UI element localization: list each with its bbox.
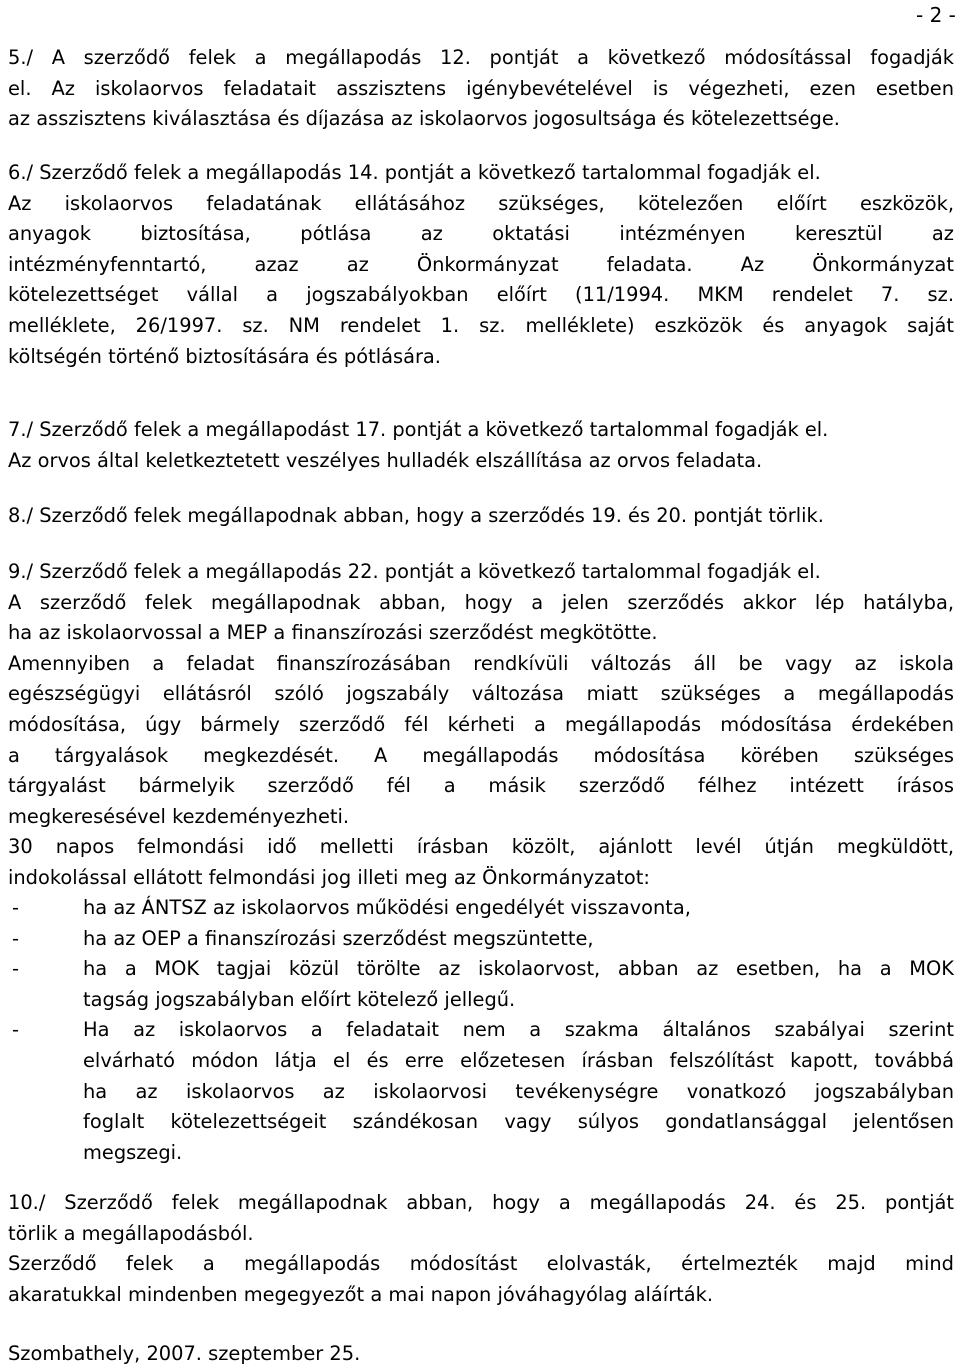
list-item (8, 954, 954, 1015)
section-10-line: 10./ Szerződő felek megállapodnak abban, hogy a megállapodás 24. és 25. pontját (8, 1191, 954, 1214)
section-6 (8, 158, 954, 372)
section-6-line: 6./ Szerződő felek a megállapodás 14. pontját a következő tartalommal fogadják el. (8, 161, 821, 184)
bullet-dash: - (12, 926, 19, 950)
section-9-line: Amennyiben a feladat finanszírozásában rendkívüli változás áll be vagy az iskola (8, 651, 954, 675)
section-5-line: 5./ A szerződő felek a megállapodás 12. pontját a következő módosítással fogadják (8, 46, 954, 69)
section-9-line: ha az iskolaorvossal a MEP a finanszírozási szerződést megkötötte. (8, 621, 658, 645)
list-item (8, 924, 954, 955)
bullet-dash: - (12, 896, 19, 919)
bullet-list (8, 893, 954, 1168)
section-10-line: Szerződő felek a megállapodás módosítást elolvasták, értelmezték majd mind (8, 1252, 954, 1276)
section-7 (8, 415, 954, 476)
list-item-text: Ha az iskolaorvos a feladatait nem a szakma általános szabályai szerint (83, 1018, 954, 1042)
section-9 (8, 557, 954, 894)
page-number: - 2 - (916, 3, 956, 27)
section-9-line: megkeresésével kezdeményezheti. (8, 804, 350, 828)
section-8-line: 8./ Szerződő felek megállapodnak abban, hogy a szerződés 19. és 20. pontját törlik. (8, 504, 824, 527)
list-item (8, 1015, 954, 1168)
section-7-line: Az orvos által keletkeztetett veszélyes hulladék elszállítása az orvos feladata. (8, 448, 763, 472)
bullet-dash: - (12, 1018, 19, 1042)
section-5 (8, 43, 954, 135)
section-6-line: Az iskolaorvos feladatának ellátásához szükséges, kötelezően előírt eszközök, (8, 191, 954, 215)
place-date (8, 1339, 954, 1370)
list-item-text: ha az ÁNTSZ az iskolaorvos működési engedélyét visszavonta, (83, 896, 691, 919)
list-item-text: foglalt kötelezettségeit szándékosan vagy súlyos gondatlansággal jelentősen (83, 1110, 954, 1134)
section-10 (8, 1188, 954, 1310)
section-6-line: költségén történő biztosítására és pótlására. (8, 344, 441, 368)
section-9-line: tárgyalást bármelyik szerződő fél a másik szerződő félhez intézett írásos (8, 774, 954, 798)
section-6-line: melléklete, 26/1997. sz. NM rendelet 1. sz. melléklete) eszközök és anyagok saját (8, 313, 954, 337)
list-item (8, 893, 954, 924)
section-6-line: intézményfenntartó, azaz az Önkormányzat feladata. Az Önkormányzat (8, 252, 954, 276)
section-6-line: kötelezettséget vállal a jogszabályokban előírt (11/1994. MKM rendelet 7. sz. (8, 283, 954, 307)
section-9-line: indokolással ellátott felmondási jog illeti meg az Önkormányzatot: (8, 865, 650, 889)
section-6-line: anyagok biztosítása, pótlása az oktatási intézményen keresztül az (8, 222, 954, 246)
section-9-line: 9./ Szerződő felek a megállapodás 22. pontját a következő tartalommal fogadják el. (8, 560, 821, 583)
section-9-line: a tárgyalások megkezdését. A megállapodás módosítása körében szükséges (8, 743, 954, 767)
list-item-text: ha a MOK tagjai közül törölte az iskolaorvost, abban az esetben, ha a MOK (83, 957, 954, 981)
list-item-text: ha az OEP a finanszírozási szerződést megszüntette, (83, 926, 594, 950)
place-date-text: Szombathely, 2007. szeptember 25. (8, 1342, 361, 1365)
section-10-line: akaratukkal mindenben megegyezőt a mai napon jóváhagyólag aláírták. (8, 1282, 714, 1306)
section-5-line: az asszisztens kiválasztása és díjazása az iskolaorvos jogosultsága és kötelezettsége. (8, 107, 840, 131)
section-9-line: 30 napos felmondási idő melletti írásban közölt, ajánlott levél útján megküldött, (8, 835, 954, 859)
section-7-line: 7./ Szerződő felek a megállapodást 17. pontját a következő tartalommal fogadják el. (8, 418, 829, 441)
section-10-line: törlik a megállapodásból. (8, 1221, 254, 1245)
section-8 (8, 501, 954, 532)
section-9-line: módosítása, úgy bármely szerződő fél kérheti a megállapodás módosítása érdekében (8, 712, 954, 736)
section-9-line: A szerződő felek megállapodnak abban, hogy a jelen szerződés akkor lép hatályba, (8, 590, 954, 614)
list-item-text: elvárható módon látja el és erre előzetesen írásban felszólítást kapott, továbbá (83, 1048, 954, 1072)
list-item-text: megszegi. (83, 1140, 183, 1164)
section-5-line: el. Az iskolaorvos feladatait asszisztens igénybevételével is végezheti, ezen esetben (8, 76, 954, 100)
bullet-dash: - (12, 957, 19, 981)
section-9-line: egészségügyi ellátásról szóló jogszabály változása miatt szükséges a megállapodás (8, 682, 954, 706)
list-item-text: tagság jogszabályban előírt kötelező jellegű. (83, 987, 516, 1011)
list-item-text: ha az iskolaorvos az iskolaorvosi tevékenységre vonatkozó jogszabályban (83, 1079, 954, 1103)
